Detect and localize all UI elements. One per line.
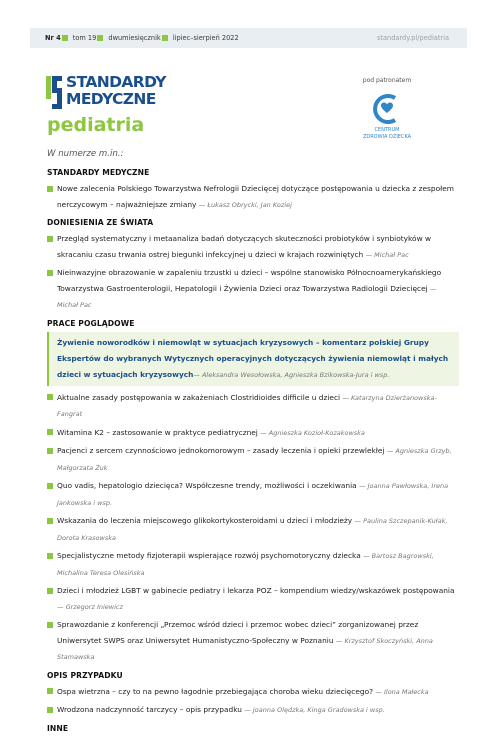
green-square-icon xyxy=(97,35,103,41)
website-link[interactable]: standardy.pl/pediatria xyxy=(376,34,449,42)
list-item[interactable]: Specjalistyczne metody fizjoterapii wspierające rozwój psychomotoryczny dziecka — Bartosz Bagrowski, Michalina Teresa Olesińska xyxy=(47,548,459,581)
journal-subtitle: pediatria xyxy=(47,114,145,136)
list-item[interactable]: Sprawozdanie z konferencji „Przemoc wśród dzieci i przemoc wobec dzieci” zorganizowanej przez Uniwersytet SWPS oraz Uniwersytet Humanistyczno-Społeczny w Poznaniu — Krzysztof Skoczyński, Anna Stamawska xyxy=(47,617,459,666)
bullet-icon xyxy=(47,394,53,400)
bullet-icon xyxy=(47,588,53,594)
bullet-icon xyxy=(47,270,53,276)
bullet-icon xyxy=(47,553,53,559)
bullet-icon xyxy=(47,622,53,628)
list-item[interactable]: Witamina K2 – zastosowanie w praktyce pediatrycznej — Agnieszka Kozioł-Kozakowska xyxy=(47,425,459,442)
bullet-icon xyxy=(47,429,53,435)
bullet-icon xyxy=(47,186,53,192)
volume: tom 19 xyxy=(72,34,97,42)
list-item[interactable]: Wrodzona nadczynność tarczycy – opis przypadku — Joanna Olędzka, Kinga Gradowska i wsp. xyxy=(47,702,459,719)
list-item[interactable]: Pacjenci z sercem czynnościowo jednokomorowym – zasady leczenia i opieki przewlekłej — Agnieszka Grzyb, Małgorzata Żuk xyxy=(47,443,459,476)
issue-info xyxy=(45,34,239,42)
brand-line2: MEDYCZNE xyxy=(66,90,156,108)
bullet-icon xyxy=(47,448,53,454)
list-item[interactable]: Wskazania do leczenia miejscowego glikokortykosteroidami u dzieci i młodzieży — Paulina Szczepanik-Kułak, Dorota Krasowska xyxy=(47,513,459,546)
section-title: PRACE POGLĄDOWE xyxy=(47,318,135,328)
featured-authors: — Aleksandra Wesołowska, Agnieszka Bzikowska-Jura i wsp. xyxy=(193,370,390,379)
list-item[interactable]: Przegląd systematyczny i metaanaliza badań dotyczących skuteczności probiotyków i synbiotyków w skracaniu czasu trwania ostrej biegunki infekcyjnej u dzieci w krajach rozwiniętych — Michał Pac xyxy=(47,231,459,263)
list-item[interactable]: Aktualne zasady postępowania w zakażeniach Clostridioides difficile u dzieci — Katarzyna Dzierżanowska-Fangrat xyxy=(47,390,459,423)
bullet-icon xyxy=(47,688,53,694)
list-item[interactable]: Ospa wietrzna – czy to na pewno łagodnie przebiegająca choroba wieku dziecięcego? — Ilona Małecka xyxy=(47,684,459,701)
logo-mark-icon xyxy=(46,76,62,109)
section-title: STANDARDY MEDYCZNE xyxy=(47,168,150,177)
list-item[interactable]: Quo vadis, hepatologio dziecięca? Współczesne trendy, możliwości i oczekiwania — Joanna Pawłowska, Irena Jankowska i wsp. xyxy=(47,478,459,511)
brand-line1: STANDARDY xyxy=(66,73,166,91)
top-bar xyxy=(30,28,467,48)
issue-date: lipiec–sierpień 2022 xyxy=(172,34,239,42)
patronage xyxy=(352,77,422,140)
featured-article[interactable] xyxy=(47,332,459,386)
bullet-icon xyxy=(47,518,53,524)
list-item[interactable]: Nowe zalecenia Polskiego Towarzystwa Nefrologii Dziecięcej dotyczące postępowania u dziecka z zespołem nerczycowym – najważniejsze zmiany — Łukasz Obrycki, Jan Koziej xyxy=(47,181,459,213)
patronage-label: pod patronatem xyxy=(362,77,412,84)
section-title: DONIESIENIA ZE ŚWIATA xyxy=(47,218,154,227)
intro-text: W numerze m.in.: xyxy=(47,149,124,159)
bullet-icon xyxy=(47,236,53,242)
list-item[interactable]: Dzieci i młodzież LGBT w gabinecie pediatry i lekarza POZ – kompendium wiedzy/wskazówek postępowania — Grzegorz Iniewicz xyxy=(47,583,459,615)
heart-logo-icon xyxy=(370,92,404,126)
section-title: OPIS PRZYPADKU xyxy=(47,670,123,680)
list-item[interactable]: Nieinwazyjne obrazowanie w zapaleniu trzustki u dzieci – wspólne stanowisko Północnoamerykańskiego Towarzystwa Gastroenterologii, Hepatologii i Żywienia Dzieci oraz Towarzystwa Radiologii Dziecięcej — Michał Pac xyxy=(47,265,459,314)
section-title: INNE xyxy=(47,723,69,733)
bullet-icon xyxy=(47,483,53,489)
featured-title: Żywienie noworodków i niemowląt w sytuacjach kryzysowych – komentarz polskiej Grupy Ekspertów do wybranych Wytycznych operacyjnych dotyczących żywienia niemowląt i małych dzieci w sytuacjach kryzysowych xyxy=(57,337,449,379)
bullet-icon xyxy=(47,707,53,713)
patronage-name-1: CENTRUM xyxy=(374,127,400,133)
issue-number: Nr 4 xyxy=(45,34,61,42)
contents-list xyxy=(47,168,459,737)
green-square-icon xyxy=(62,35,68,41)
green-square-icon xyxy=(162,35,168,41)
frequency: dwumiesięcznik xyxy=(108,34,161,42)
patronage-name-2: ZDROWIA DZIECKA xyxy=(362,134,412,140)
